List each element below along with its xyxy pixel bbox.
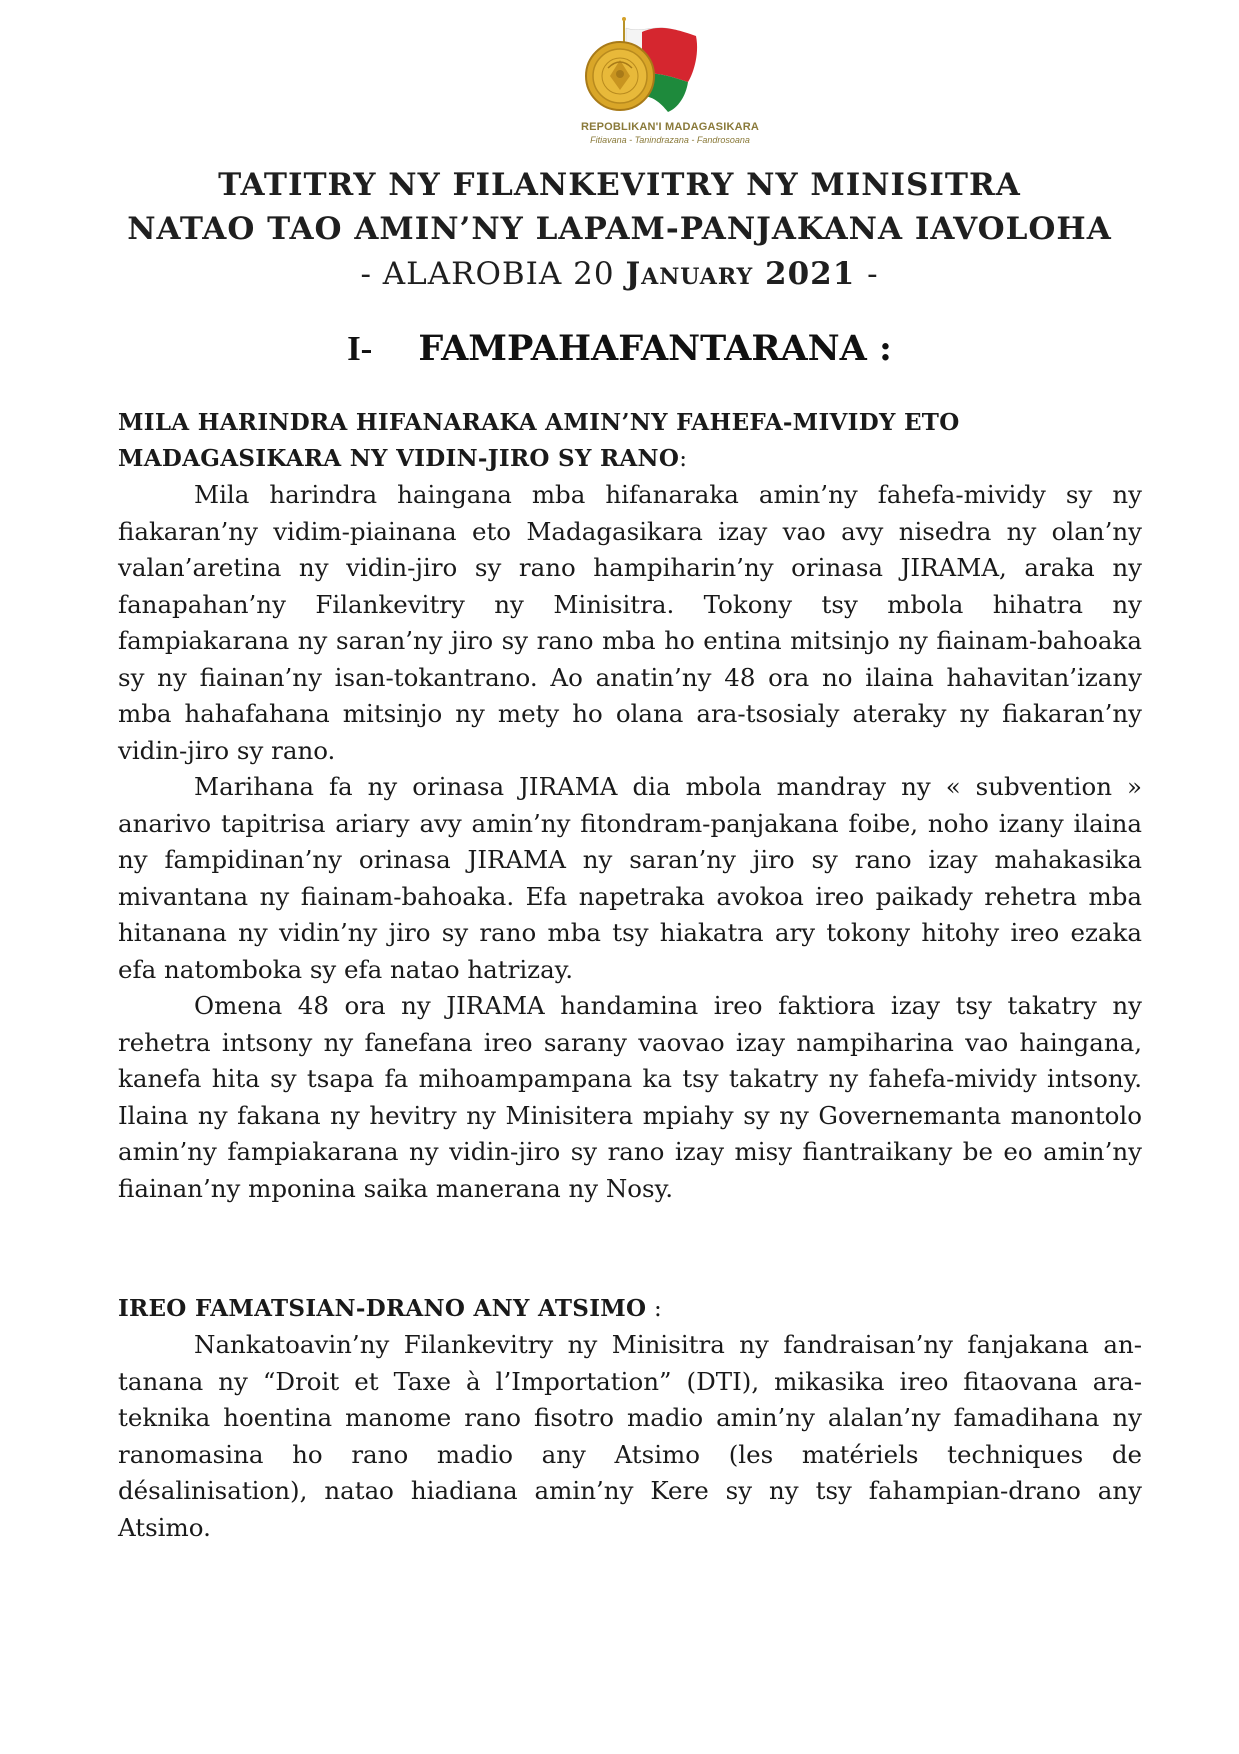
logo-name: REPOBLIKAN'I MADAGASIKARA	[580, 121, 760, 133]
date-prefix: - ALAROBIA 20	[360, 256, 626, 292]
topic-1-heading	[118, 405, 1142, 477]
document-body	[118, 405, 1142, 1546]
section-heading	[0, 328, 1239, 369]
seal-and-flag-icon	[560, 16, 780, 121]
section-spacer	[118, 1207, 1142, 1291]
topic-2-heading	[118, 1291, 1142, 1327]
report-date-line	[0, 256, 1239, 292]
topic-2-heading-text: IREO FAMATSIAN-DRANO ANY ATSIMO	[118, 1295, 647, 1322]
topic-2-paragraph-1: Nankatoavin’ny Filankevitry ny Minisitra ny fandraisan’ny fanjakana an-tanana ny “Droit et Taxe à l’Importation” (DTI), mikasika ireo fitaovana ara-teknika hoentina manome rano fisotro madio amin’ny alalan’ny famadihana ny ranomasina ho rano madio any Atsimo (les matériels techniques de désalinisation), natao hiadiana amin’ny Kere sy ny tsy fahampian-drano any Atsimo.	[118, 1330, 1142, 1542]
date-month: January	[625, 256, 754, 292]
date-dash: -	[867, 256, 879, 292]
topic-1-heading-text: MILA HARINDRA HIFANARAKA AMIN’NY FAHEFA-MIVIDY ETO MADAGASIKARA NY VIDIN-JIRO SY RANO	[118, 409, 960, 472]
topic-1-heading-colon: :	[679, 446, 688, 472]
report-title-line-2: NATAO TAO AMIN’NY LAPAM-PANJAKANA IAVOLOHA	[127, 211, 1112, 247]
topic-2-heading-colon: :	[646, 1296, 663, 1322]
topic-1-paragraph-3: Omena 48 ora ny JIRAMA handamina ireo faktiora izay tsy takatry ny rehetra intsony ny fanefana ireo sarany vaovao izay nampiharina vao haingana, kanefa hita sy tsapa fa mihoampampana ka tsy takatry ny fahefa-mividy intsony. Ilaina ny fakana ny hevitry ny Minisitera mpiahy sy ny Governemanta manontolo amin’ny fampiakarana ny vidin-jiro sy rano izay misy fiantraikany be eo amin’ny fiainan’ny mponina saika manerana ny Nosy.	[118, 991, 1142, 1203]
report-title-line-1: TATITRY NY FILANKEVITRY NY MINISITRA	[218, 167, 1021, 203]
date-year: 2021	[753, 256, 868, 292]
topic-1-paragraph-1: Mila harindra haingana mba hifanaraka amin’ny fahefa-mividy sy ny fiakaran’ny vidim-piainana eto Madagasikara izay vao avy nisedra ny olan’ny valan’aretina ny vidin-jiro sy rano hampiharin’ny orinasa JIRAMA, araka ny fanapahan’ny Filankevitry ny Minisitra. Tokony tsy mbola hihatra ny fampiakarana ny saran’ny jiro sy rano mba ho entina mitsinjo ny fiainam-bahoaka sy ny fiainan’ny isan-tokantrano. Ao anatin’ny 48 ora no ilaina hahavitan’izany mba hahafahana mitsinjo ny mety ho olana ara-tsosialy ateraky ny fiakaran’ny vidin-jiro sy rano.	[118, 480, 1142, 765]
section-title: FAMPAHAFANTARANA :	[418, 328, 892, 369]
logo-motto: Fitiavana - Tanindrazana - Fandrosoana	[590, 135, 750, 145]
section-number: I-	[347, 329, 373, 368]
government-logo	[560, 16, 780, 146]
topic-1-paragraph-2: Marihana fa ny orinasa JIRAMA dia mbola mandray ny « subvention » anarivo tapitrisa ariary avy amin’ny fitondram-panjakana foibe, noho izany ilaina ny fampidinan’ny orinasa JIRAMA ny saran’ny jiro sy rano izay mahakasika mivantana ny fiainam-bahoaka. Efa napetraka avokoa ireo paikady rehetra mba hitanana ny vidin’ny jiro sy rano mba tsy hiakatra ary tokony hitohy ireo ezaka efa natomboka sy efa natao hatrizay.	[118, 772, 1142, 984]
